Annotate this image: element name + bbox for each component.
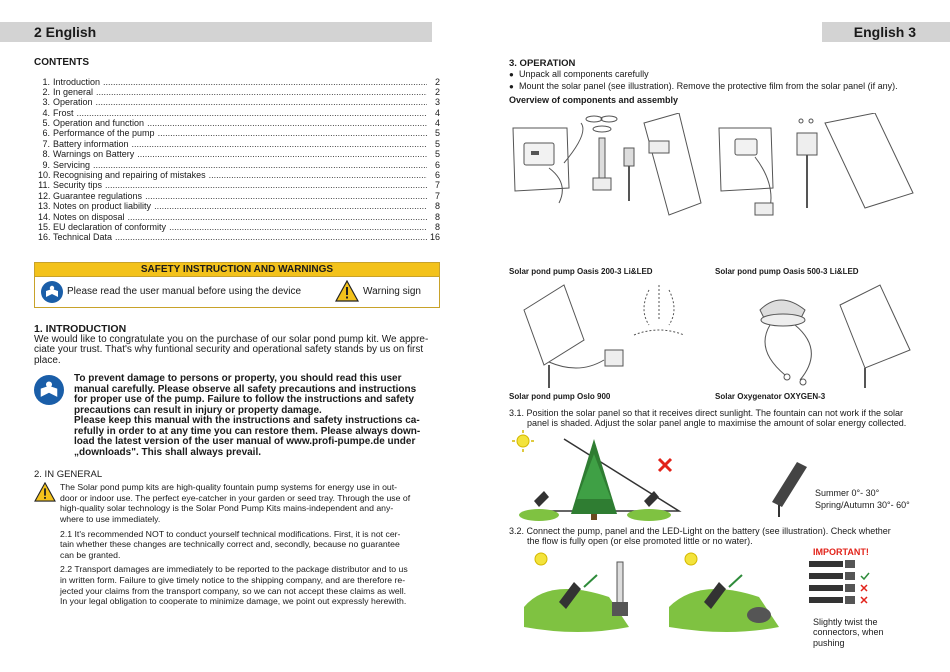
toc-page: 5 — [434, 149, 440, 160]
intro-text — [34, 335, 440, 367]
connector-diagram — [805, 559, 875, 611]
oasis-500-illustration — [715, 113, 915, 263]
angle-info — [815, 487, 910, 511]
step-line: 3.2. Connect the pump, panel and the LED-Light on the battery (see illustration). Check whether — [509, 525, 891, 536]
toc-leader — [147, 118, 427, 129]
bullet-item: ● Mount the solar panel (see illustration). Remove the protective film from the solar panel (if any). — [509, 81, 915, 93]
twist-line: pushing — [813, 637, 845, 648]
step-3-2 — [509, 526, 915, 547]
right-page — [509, 58, 915, 648]
toc-num: 5. — [42, 118, 50, 129]
toc-page: 2 — [434, 86, 440, 97]
general-line: The Solar pond pump kits are high-quality fountain pump systems for energy use in out- — [60, 482, 398, 493]
toc-page: 5 — [434, 138, 440, 149]
toc-page: 3 — [434, 97, 440, 108]
toc-item — [38, 77, 440, 87]
general-line: 2.2 Transport damages are immediately to be reported to the package distributor and to us — [60, 564, 408, 575]
toc-leader — [103, 77, 427, 88]
toc-item — [38, 212, 440, 222]
toc-num: 3. — [42, 97, 50, 108]
toc-item — [38, 170, 440, 180]
toc-page: 16 — [430, 232, 441, 243]
toc-page: 4 — [434, 118, 440, 129]
toc-leader — [93, 160, 427, 171]
toc-item — [38, 128, 440, 138]
general-line: can be granted. — [60, 549, 121, 560]
step-line: the flow is fully open (or else promoted little or no water). — [527, 536, 753, 546]
toc-leader — [77, 108, 427, 119]
toc-label: Warnings on Battery — [53, 149, 135, 160]
toc-leader — [128, 212, 427, 223]
notice-line: for proper use of the pump. Failure to follow the instructions and safety — [74, 394, 415, 406]
angle-summer: Summer 0°- 30° — [815, 487, 880, 498]
toc-num: 6. — [42, 128, 50, 139]
general-text — [60, 482, 410, 607]
safety-box — [34, 262, 440, 308]
intro-line: place. — [34, 354, 61, 366]
safety-title: SAFETY INSTRUCTION AND WARNINGS — [35, 263, 439, 277]
toc-item — [38, 222, 440, 232]
general-line: in written form. Failure to give timely notice to the shipping company, and are therefore re- — [60, 575, 406, 585]
toc-num: 15. — [38, 221, 51, 232]
step-3-1 — [509, 408, 915, 429]
toc-label: Recognising and repairing of mistakes — [53, 170, 206, 181]
oxygen-3-illustration — [715, 280, 915, 390]
sun-icon — [512, 430, 534, 452]
read-manual-text: Please read the user manual before using the device — [67, 285, 302, 297]
safety-notice — [34, 374, 440, 458]
general-line: jected your claims from the transport company, so we can not accept these claims as well. — [60, 585, 407, 596]
toc-item — [38, 201, 440, 211]
oasis-200-illustration — [509, 113, 709, 218]
toc-label: Technical Data — [53, 232, 113, 243]
toc-item — [38, 232, 440, 242]
toc-item — [38, 180, 440, 190]
toc-num: 12. — [38, 190, 51, 201]
left-page — [34, 58, 440, 607]
toc-page: 5 — [434, 128, 440, 139]
connection-illustration — [509, 546, 915, 648]
toc-item — [38, 118, 440, 128]
toc-item — [38, 191, 440, 201]
general-line: In your legal obligation to cooperate to minimize damage, we point out expressly herewith. — [60, 596, 407, 607]
caption-oasis-200: Solar pond pump Oasis 200-3 Li&LED — [509, 266, 653, 276]
notice-line: To prevent damage to persons or property, you should read this user — [74, 373, 402, 385]
toc-item — [38, 97, 440, 107]
toc-num: 13. — [38, 201, 51, 212]
toc-num: 8. — [42, 149, 50, 160]
toc-leader — [158, 128, 427, 139]
general-line: tain whether these changes are technically correct and, secondly, because no guarantee — [60, 539, 400, 550]
toc-page: 8 — [434, 201, 440, 212]
sunlight-illustration — [509, 429, 915, 524]
toc-label: Servicing — [53, 159, 91, 170]
toc-item — [38, 139, 440, 149]
toc-label: Notes on product liability — [53, 201, 152, 212]
step-line: 3.1. Position the solar panel so that it receives direct sunlight. The fountain can not work if the solar — [509, 407, 904, 418]
toc-label: Introduction — [53, 76, 101, 87]
toc-page: 4 — [434, 107, 440, 118]
table-of-contents — [34, 77, 440, 243]
warning-sign-icon — [335, 280, 359, 305]
notice-line: Please keep this manual with the instructions and safety instructions ca- — [74, 415, 420, 427]
read-manual-icon — [41, 281, 63, 303]
toc-page: 7 — [434, 180, 440, 191]
toc-leader — [105, 180, 427, 191]
twist-note — [813, 617, 884, 649]
operation-bullets — [509, 69, 915, 92]
toc-leader — [145, 191, 427, 202]
step-line: panel is shaded. Adjust the solar panel angle to maximise the amount of solar energy collected. — [527, 418, 907, 428]
toc-leader — [96, 87, 427, 98]
toc-num: 9. — [42, 159, 50, 170]
safety-notice-text — [74, 374, 420, 458]
toc-item — [38, 149, 440, 159]
components-row-2 — [509, 280, 915, 401]
tilted-panel-diagram — [767, 457, 817, 517]
toc-item — [38, 160, 440, 170]
general-heading: 2. IN GENERAL — [34, 469, 103, 481]
toc-item — [38, 108, 440, 118]
notice-line: refully in order to at any time you can restore them. Please always down- — [74, 425, 421, 437]
toc-item — [38, 87, 440, 97]
notice-line: manual carefully. Please observe all safety precautions and instructions — [74, 383, 417, 395]
page-header-left: 2 English — [0, 22, 432, 42]
toc-page: 7 — [434, 190, 440, 201]
notice-line: precautions can result in injury or property damage. — [74, 404, 322, 416]
toc-label: In general — [53, 86, 94, 97]
toc-label: Frost — [53, 107, 74, 118]
safety-body — [35, 277, 439, 307]
toc-page: 8 — [434, 221, 440, 232]
toc-label: Notes on disposal — [53, 211, 125, 222]
toc-label: Guarantee regulations — [53, 190, 143, 201]
toc-num: 16. — [38, 232, 51, 243]
bullet-item: ● Unpack all components carefully — [509, 69, 915, 81]
toc-num: 10. — [38, 170, 51, 181]
general-line: high-quality solar technology is the Solar Pond Pump Kits mains-independent and any- — [60, 503, 394, 514]
overview-title: Overview of components and assembly — [509, 95, 679, 105]
page-header-right: English 3 — [822, 22, 950, 42]
toc-num: 11. — [38, 180, 50, 191]
intro-line: ciate your trust. That's why funtional security and operational safety stands by us on first — [34, 344, 424, 356]
toc-leader — [169, 222, 427, 233]
general-line: door or indoor use. The perfect eye-catcher in your garden or seed tray. Through the use of — [60, 492, 411, 503]
toc-num: 4. — [42, 107, 50, 118]
toc-num: 7. — [42, 138, 50, 149]
general-section — [34, 482, 440, 607]
caption-oxygen-3: Solar Oxygenator OXYGEN-3 — [715, 391, 826, 401]
notice-line: „downloads". This shall always prevail. — [74, 446, 262, 458]
toc-label: Operation — [53, 97, 93, 108]
general-line: 2.1 It's recommended NOT to conduct yourself technical modifications. First, it is not cer- — [60, 528, 401, 539]
angle-spring-autumn: Spring/Autumn 30°- 60° — [815, 499, 910, 510]
general-line: where to use immediately. — [60, 514, 161, 525]
shade-diagram — [509, 429, 799, 524]
toc-label: Performance of the pump — [53, 128, 155, 139]
toc-page: 6 — [434, 170, 440, 181]
notice-line: load the latest version of the user manual of www.profi-pumpe.de under — [74, 436, 416, 448]
connection-diagram — [519, 547, 799, 642]
toc-label: EU declaration of conformity — [53, 221, 167, 232]
caption-oslo-900: Solar pond pump Oslo 900 — [509, 391, 611, 401]
toc-label: Operation and function — [53, 118, 145, 129]
caption-oasis-500: Solar pond pump Oasis 500-3 Li&LED — [715, 266, 859, 276]
toc-label: Security tips — [53, 180, 103, 191]
toc-leader — [137, 149, 427, 160]
toc-num: 2. — [42, 86, 50, 97]
toc-page: 6 — [434, 159, 440, 170]
contents-title: CONTENTS — [34, 57, 89, 68]
oslo-900-illustration — [509, 280, 709, 390]
intro-heading: 1. INTRODUCTION — [34, 322, 127, 335]
important-label: IMPORTANT! — [813, 546, 869, 557]
toc-page: 2 — [434, 76, 440, 87]
cross-icon — [659, 459, 671, 471]
twist-line: Slightly twist the — [813, 616, 878, 627]
toc-leader — [209, 170, 427, 181]
toc-leader — [115, 232, 427, 243]
read-manual-icon-large — [34, 375, 64, 405]
toc-leader — [154, 201, 427, 212]
warning-sign-text: Warning sign — [363, 285, 421, 297]
toc-leader — [96, 97, 427, 108]
general-warning-icon — [34, 482, 60, 607]
toc-num: 14. — [38, 211, 51, 222]
intro-line: We would like to congratulate you on the purchase of our solar pond pump kit. We appre- — [34, 333, 429, 345]
toc-label: Battery information — [53, 138, 129, 149]
toc-num: 1. — [42, 76, 50, 87]
twist-line: connectors, when — [813, 627, 884, 637]
toc-leader — [132, 139, 427, 150]
operation-heading: 3. OPERATION — [509, 58, 576, 69]
toc-page: 8 — [434, 211, 440, 222]
